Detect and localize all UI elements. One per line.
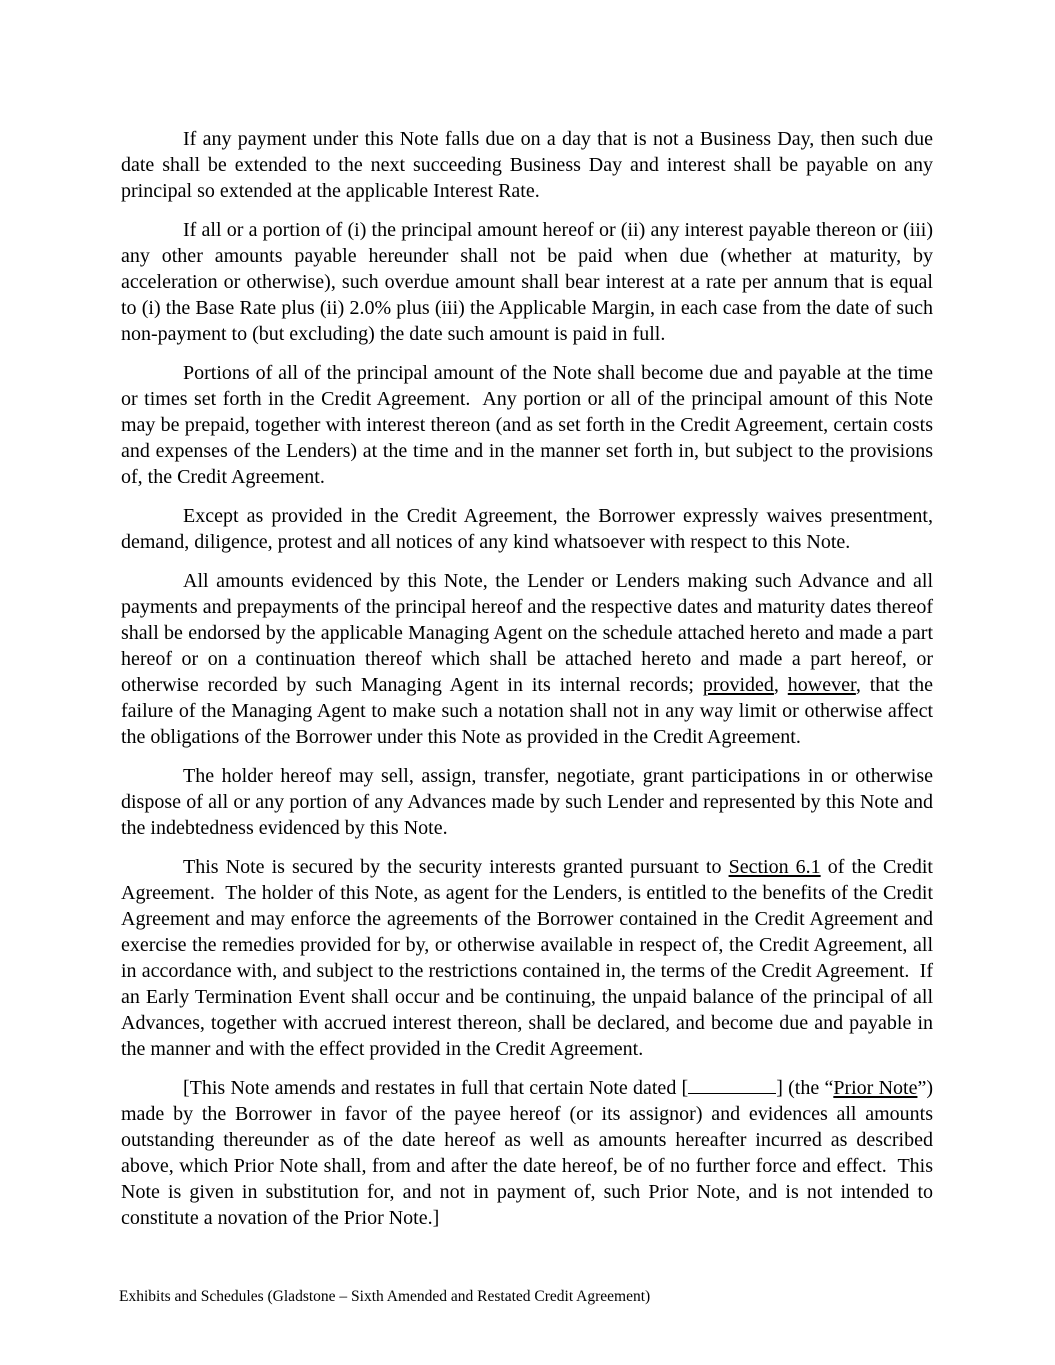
text-run: of the Credit Agreement. The holder of this Note, as agent for the Lenders, is entitled to the benefits of the Credit Agreement and may enforce the agreements of the Borrower contained in the Credit Agreement and exercise the remedies provided for by, or otherwise available in respect of, the Credit Agreement, all in accordance with, and subject to the restrictions contained in, the terms of the Credit Agreement. If an Early Termination Event shall occur and be continuing, the unpaid balance of the principal of all Advances, together with accrued interest thereon, shall be declared, and become due and payable in the manner and with the effect provided in the Credit Agreement. [121,856,933,1060]
text-run: If any payment under this Note falls due on a day that is not a Business Day, then such due date shall be extended to the next succeeding Business Day and interest shall be payable on any principal so extended at the applicable Interest Rate. [121,128,933,202]
text-run: , that the failure of the Managing Agent to make such a notation shall not in any way limit or otherwise affect the obligations of the Borrower under this Note as provided in the Credit Agreement. [121,674,934,748]
underlined-text: however [787,674,856,696]
text-run: If all or a portion of (i) the principal amount hereof or (ii) any interest payable thereon or (iii) any other amounts payable hereunder shall not be paid when due (whether at maturity, by acceleration or otherwise), such overdue amount shall bear interest at a rate per annum that is equal to (i) the Base Rate plus (ii) 2.0% plus (iii) the Applicable Margin, in each case from the date of such non-payment to (but excluding) the date such amount is paid in full. [121,219,933,345]
text-run: Except as provided in the Credit Agreement, the Borrower expressly waives presentment, demand, diligence, protest and all notices of any kind whatsoever with respect to this Note. [121,505,933,553]
paragraph [121,217,933,347]
text-run: This Note is secured by the security interests granted pursuant to [183,856,729,878]
paragraph [121,360,933,490]
text-run: All amounts evidenced by this Note, the Lender or Lenders making such Advance and all payments and prepayments of the principal hereof and the respective dates and maturity dates thereof shall be endorsed by the applicable Managing Agent on the schedule attached hereto and made a part hereof or on a continuation thereof which shall be attached hereto and made a part hereof, or otherwise recorded by such Managing Agent in its internal records; [121,570,933,696]
paragraph [121,568,933,750]
underlined-text: Prior Note [833,1077,918,1099]
text-run: , [773,674,788,696]
document-body [121,126,933,1244]
paragraph [121,854,933,1062]
paragraph [121,1075,933,1231]
paragraph [121,763,933,841]
text-run: The holder hereof may sell, assign, transfer, negotiate, grant participations in or otherwise dispose of all or any portion of any Advances made by such Lender and represented by this Note and the indebtedness evidenced by this Note. [121,765,933,839]
underlined-text: Section 6.1 [728,856,821,878]
text-run: ”) made by the Borrower in favor of the payee hereof (or its assignor) and evidences all amounts outstanding thereunder as of the date hereof as well as amounts hereafter incurred as described above, which Prior Note shall, from and after the date hereof, be of no further force and effect. This Note is given in substitution for, and not in payment of, such Prior Note, and is not intended to constitute a novation of the Prior Note.] [121,1077,933,1229]
text-run: ] (the “ [776,1077,834,1099]
footer-text: Exhibits and Schedules (Gladstone – Sixth Amended and Restated Credit Agreement) [119,1288,651,1305]
paragraph [121,503,933,555]
paragraph [121,126,933,204]
text-run: Portions of all of the principal amount of the Note shall become due and payable at the time or times set forth in the Credit Agreement. Any portion or all of the principal amount of this Note may be prepaid, together with interest thereon (and as set forth in the Credit Agreement, certain costs and expenses of the Lenders) at the time and in the manner set forth in, but subject to the provisions of, the Credit Agreement. [121,362,933,488]
fill-in-blank [688,1091,776,1094]
underlined-text: provided [702,674,774,696]
text-run: [This Note amends and restates in full that certain Note dated [ [183,1077,689,1099]
